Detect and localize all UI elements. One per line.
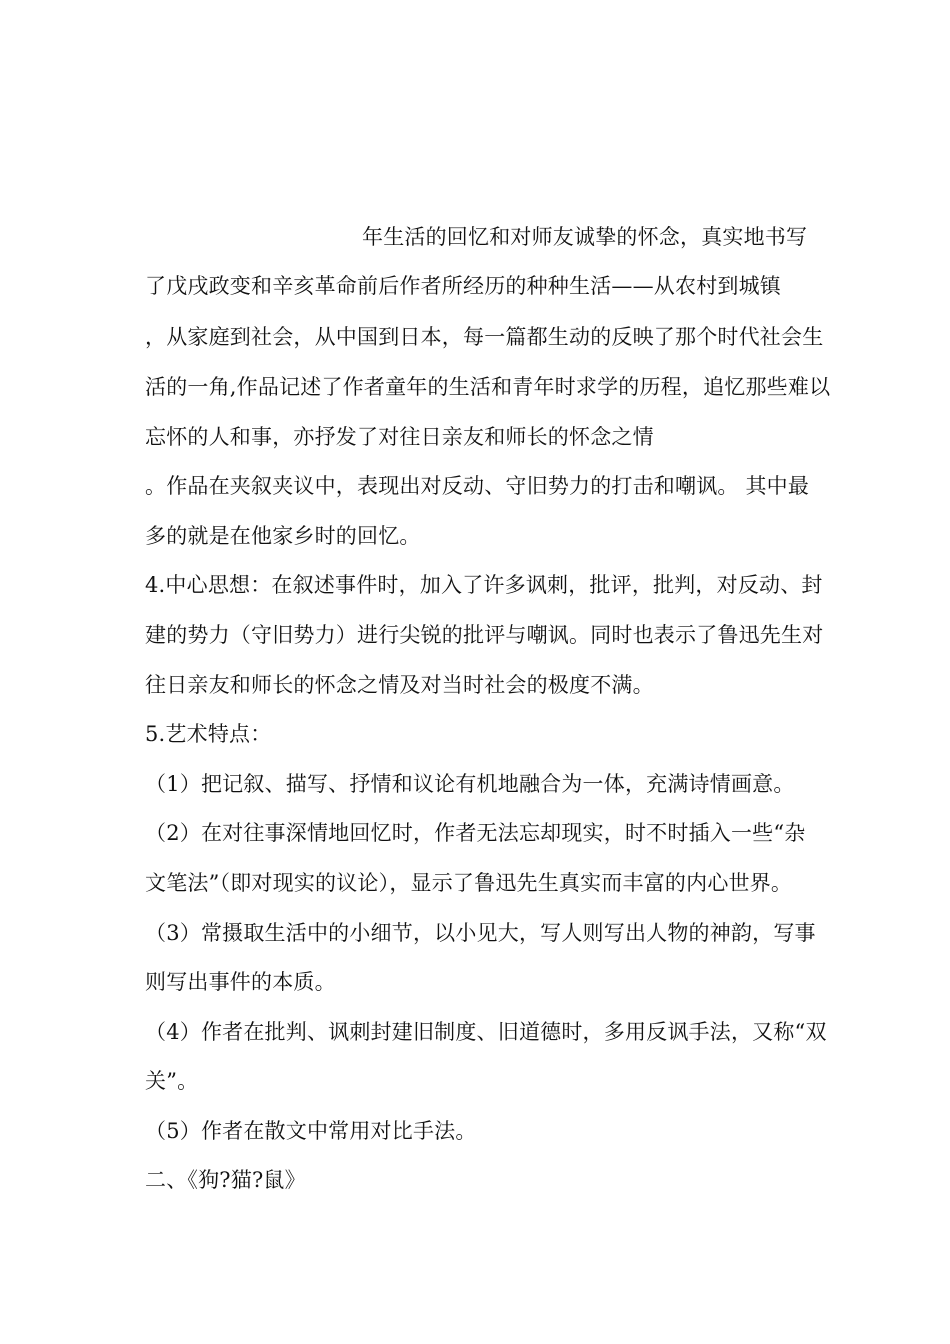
section-heading-artistic-features: 5.艺术特点： bbox=[145, 722, 272, 746]
list-item: （1）把记叙、描写、抒情和议论有机地融合为一体，充满诗情画意。 bbox=[145, 772, 795, 796]
list-item: （2）在对往事深情地回忆时，作者无法忘却现实，时不时插入一些“杂 bbox=[145, 821, 806, 845]
list-item: （3）常摄取生活中的小细节，以小见大，写人则写出人物的神韵，写事 bbox=[145, 921, 816, 945]
section-heading-dog-cat-mouse: 二、《狗?猫?鼠》 bbox=[145, 1168, 306, 1192]
list-item: （5）作者在散文中常用对比手法。 bbox=[145, 1119, 477, 1143]
text-line: 文笔法”（即对现实的议论），显示了鲁迅先生真实而丰富的内心世界。 bbox=[145, 871, 793, 895]
text-line: 多的就是在他家乡时的回忆。 bbox=[145, 524, 421, 548]
text-line: 忘怀的人和事，亦抒发了对往日亲友和师长的怀念之情 bbox=[145, 425, 654, 449]
text-line: 往日亲友和师长的怀念之情及对当时社会的极度不满。 bbox=[145, 673, 654, 697]
text-line: 关”。 bbox=[145, 1069, 199, 1093]
text-line: 了戊戌政变和辛亥革命前后作者所经历的种种生活——从农村到城镇 bbox=[145, 274, 781, 298]
text-line: 建的势力（守旧势力）进行尖锐的批评与嘲讽。同时也表示了鲁迅先生对 bbox=[145, 623, 824, 647]
text-line: 。作品在夹叙夹议中，表现出对反动、守旧势力的打击和嘲讽。 其中最 bbox=[145, 474, 810, 498]
text-line: 则写出事件的本质。 bbox=[145, 970, 336, 994]
section-heading-central-idea: 4.中心思想：在叙述事件时，加入了许多讽刺，批评，批判，对反动、封 bbox=[145, 573, 823, 597]
list-item: （4）作者在批判、讽刺封建旧制度、旧道德时，多用反讽手法，又称“双 bbox=[145, 1020, 827, 1044]
text-line: 年生活的回忆和对师友诚挚的怀念，真实地书写 bbox=[362, 225, 808, 249]
text-line: ，从家庭到社会，从中国到日本，每一篇都生动的反映了那个时代社会生 bbox=[145, 325, 824, 349]
text-line: 活的一角,作品记述了作者童年的生活和青年时求学的历程，追忆那些难以 bbox=[145, 375, 831, 399]
